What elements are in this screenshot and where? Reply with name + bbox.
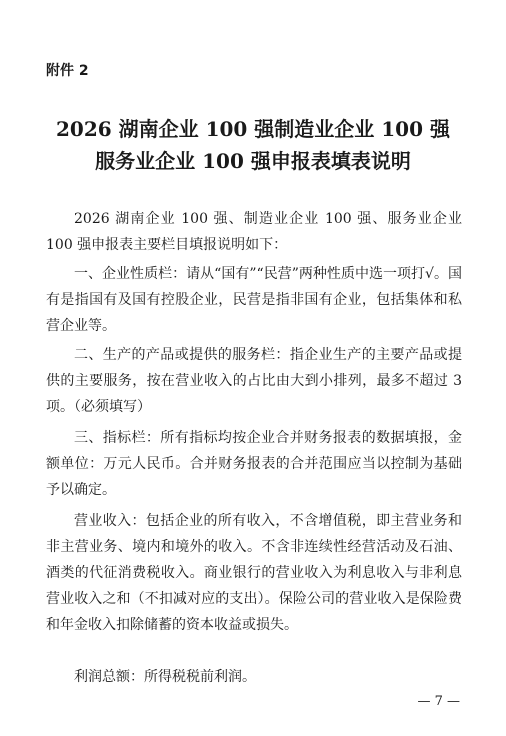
products-services-paragraph: 二、生产的产品或提供的服务栏：指企业生产的主要产品或提供的主要服务，按在营业收入的占比由大到小排列，最多不超过 3 项。（必须填写）	[46, 347, 462, 415]
total-profit-paragraph: 利润总额：所得税税前利润。	[74, 669, 256, 685]
indicators-paragraph: 三、指标栏：所有指标均按企业合并财务报表的数据填报，金额单位：万元人民币。合并财务报表的合并范围应当以控制为基础予以确定。	[46, 430, 462, 498]
intro-paragraph: 2026 湖南企业 100 强、制造业企业 100 强、服务业企业 100 强申报表主要栏目填报说明如下：	[46, 211, 462, 253]
operating-revenue-paragraph: 营业收入：包括企业的所有收入，不含增值税，即主营业务和非主营业务、境内和境外的收入。不含非连续性经营活动及石油、酒类的代征消费税收入。商业银行的营业收入为利息收入与非利息营业收入之和（不扣减对应的支出）。保险公司的营业收入是保险费和年金收入扣除储蓄的资本收益或损失。	[46, 513, 462, 633]
page-number: — 7 —	[417, 694, 460, 709]
document-title-line-2: 服务业企业 100 强申报表填表说明	[95, 149, 411, 173]
enterprise-nature-paragraph: 一、企业性质栏：请从“国有”“民营”两种性质中选一项打√。国有是指国有及国有控股企业，民营是指非国有企业，包括集体和私营企业等。	[46, 266, 462, 334]
attachment-label: 附件 2	[46, 63, 89, 79]
document-title-line-1: 2026 湖南企业 100 强制造业企业 100 强	[56, 117, 450, 141]
